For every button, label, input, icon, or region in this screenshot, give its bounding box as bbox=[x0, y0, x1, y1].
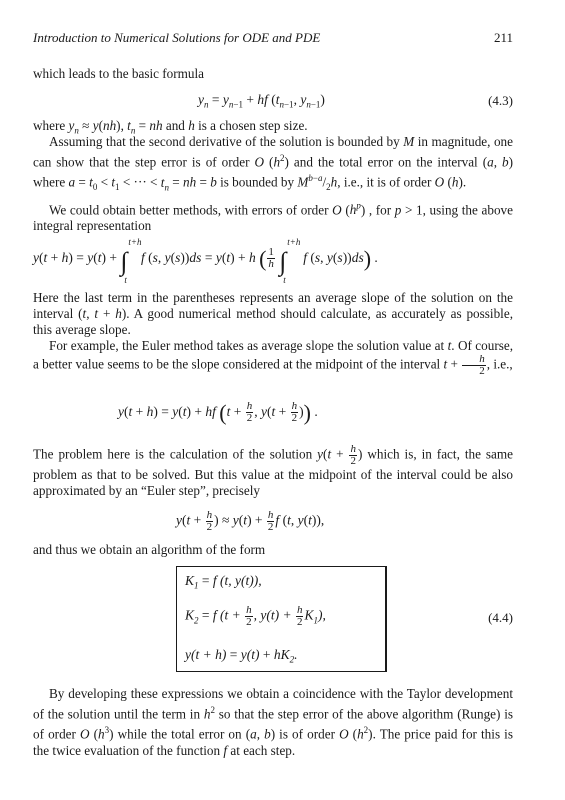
running-header bbox=[33, 30, 513, 46]
equation-midpoint: y(t + h) = y(t) + hf (t + $\frac{h}{2}$ , y(t + $\frac{h}{2}$ )) . bbox=[118, 400, 318, 425]
paragraph-basic-formula: which leads to the basic formula bbox=[33, 66, 205, 81]
algorithm-k2: $K_2 = f$ (t + $\frac{h}{2}$ , y(t) + $\frac{h}{2}$ $K_1$), bbox=[185, 604, 326, 628]
paragraph-average-slope: Here the last term in the parentheses represents an average slope of the solution on the interval (t, t + h). A good numerical method should calculate, as accurately as possible, this average slope. bbox=[33, 290, 513, 337]
algorithm-update: $y(t + h) = y(t) + hK_2$. bbox=[185, 647, 298, 665]
equation-integral-representation: y(t + h) = y(t) + ∫ t+h t f (s, y(s))ds = y(t) + h ( $\frac{1}{h}$ ∫ t+h t f (s, y(s))ds) . bbox=[33, 237, 378, 285]
paragraph-euler-method: For example, the Euler method takes as average slope the solution value at t. Of course, a better value seems to be the slope considered at the midpoint of the interval t + $\frac{h}{2}$ , i.e., bbox=[33, 338, 513, 377]
equation-euler-step: y(t + $\frac{h}{2}$ ) ≈ y(t) + $\frac{h}{2}$ f (t, y(t)), bbox=[176, 509, 325, 533]
paragraph-euler-step: The problem here is the calculation of the solution y(t + $\frac{h}{2}$ ) which is, in fact, the same problem as that to be solved. But this value at the midpoint of the interval could be also approximated by an “Euler step”, precisely bbox=[33, 443, 514, 498]
running-title: Introduction to Numerical Solutions for ODE and PDE bbox=[33, 30, 321, 45]
paragraph-runge-error: By developing these expressions we obtain a coincidence with the Taylor development of the solution until the term in $h^2$ so that the step error of the above algorithm (Runge) is of order O $(h^3)$ while the total error on (a, b) is of order O $(h^2)$. The price paid for this is the twice evaluation of the function f at each step. bbox=[33, 686, 513, 758]
algorithm-k1: $K_1 = f$ (t, y(t)), bbox=[185, 573, 262, 591]
algorithm-box bbox=[176, 566, 387, 672]
equation-number-4-4: (4.4) bbox=[488, 610, 513, 625]
equation-number-4-3: (4.3) bbox=[488, 93, 513, 108]
page-number: 211 bbox=[493, 30, 513, 45]
paragraph-better-methods: We could obtain better methods, with errors of order O $(h^p)$ , for p > 1, using the above integral representation bbox=[33, 201, 513, 234]
paragraph-algorithm: and thus we obtain an algorithm of the form bbox=[33, 542, 266, 557]
equation-4-3: $y_n = y_{n-1}$ + hf ($t_{n-1}$, $y_{n-1}$) bbox=[198, 92, 325, 110]
paragraph-error-bound: Assuming that the second derivative of the solution is bounded by M in magnitude, one can show that the step error is of order O $(h^2)$ and the total error on the interval (a, b) where $a = t_0 < t_1$ < ··· < $t_n$ = nh = b is bounded by $M^{b-a}/_2h$, i.e., it is of order O (h). bbox=[33, 134, 513, 193]
paragraph-step-size: where $y_n \approx y(nh)$, $t_n$ = nh and h is a chosen step size. bbox=[33, 118, 308, 136]
